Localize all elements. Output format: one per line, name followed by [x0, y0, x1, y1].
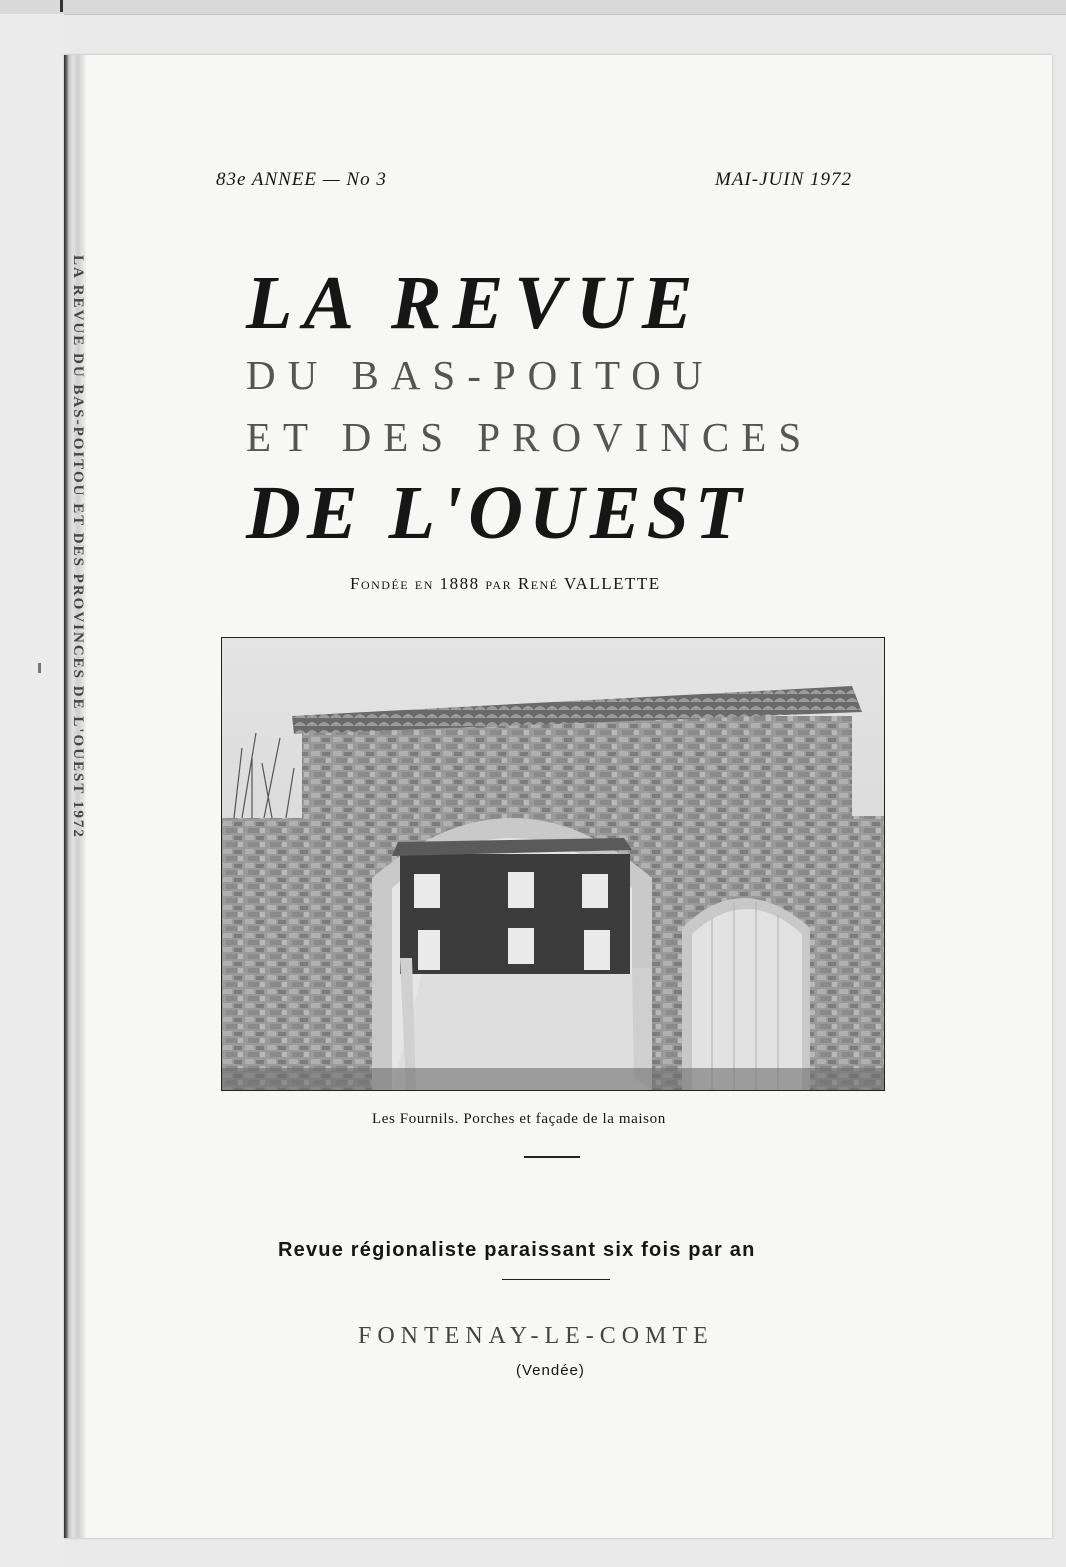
tagline: Revue régionaliste paraissant six fois par an — [278, 1239, 756, 1261]
stray-mark — [38, 663, 41, 673]
title-la-revue: LA REVUE — [246, 261, 704, 345]
photo-caption: Les Fournils. Porches et façade de la maison — [372, 1111, 666, 1127]
issue-number: 83e ANNEE — No 3 — [216, 169, 387, 190]
edge-mark — [60, 0, 63, 12]
title-provinces: ET DES PROVINCES — [246, 414, 814, 460]
publisher-region: (Vendée) — [516, 1362, 585, 1379]
title-bas-poitou: DU BAS-POITOU — [246, 352, 715, 398]
divider-rule-2 — [502, 1279, 610, 1280]
divider-rule — [524, 1156, 580, 1158]
title-de-l-ouest: DE L'OUEST — [246, 471, 748, 555]
book-spine — [64, 55, 86, 1538]
cover-photo — [221, 637, 885, 1091]
gateway-photo-illustration — [222, 638, 884, 1090]
issue-date: MAI-JUIN 1972 — [715, 169, 852, 190]
top-edge-strip — [0, 0, 1066, 15]
publisher-city: FONTENAY-LE-COMTE — [358, 1323, 714, 1349]
scan-margin — [0, 14, 64, 1567]
founded-line: Fondée en 1888 par René VALLETTE — [350, 574, 661, 593]
cover-page — [64, 55, 1052, 1538]
spine-text: LA REVUE DU BAS-POITOU ET DES PROVINCES DE L'OUEST 1972 — [70, 255, 86, 839]
